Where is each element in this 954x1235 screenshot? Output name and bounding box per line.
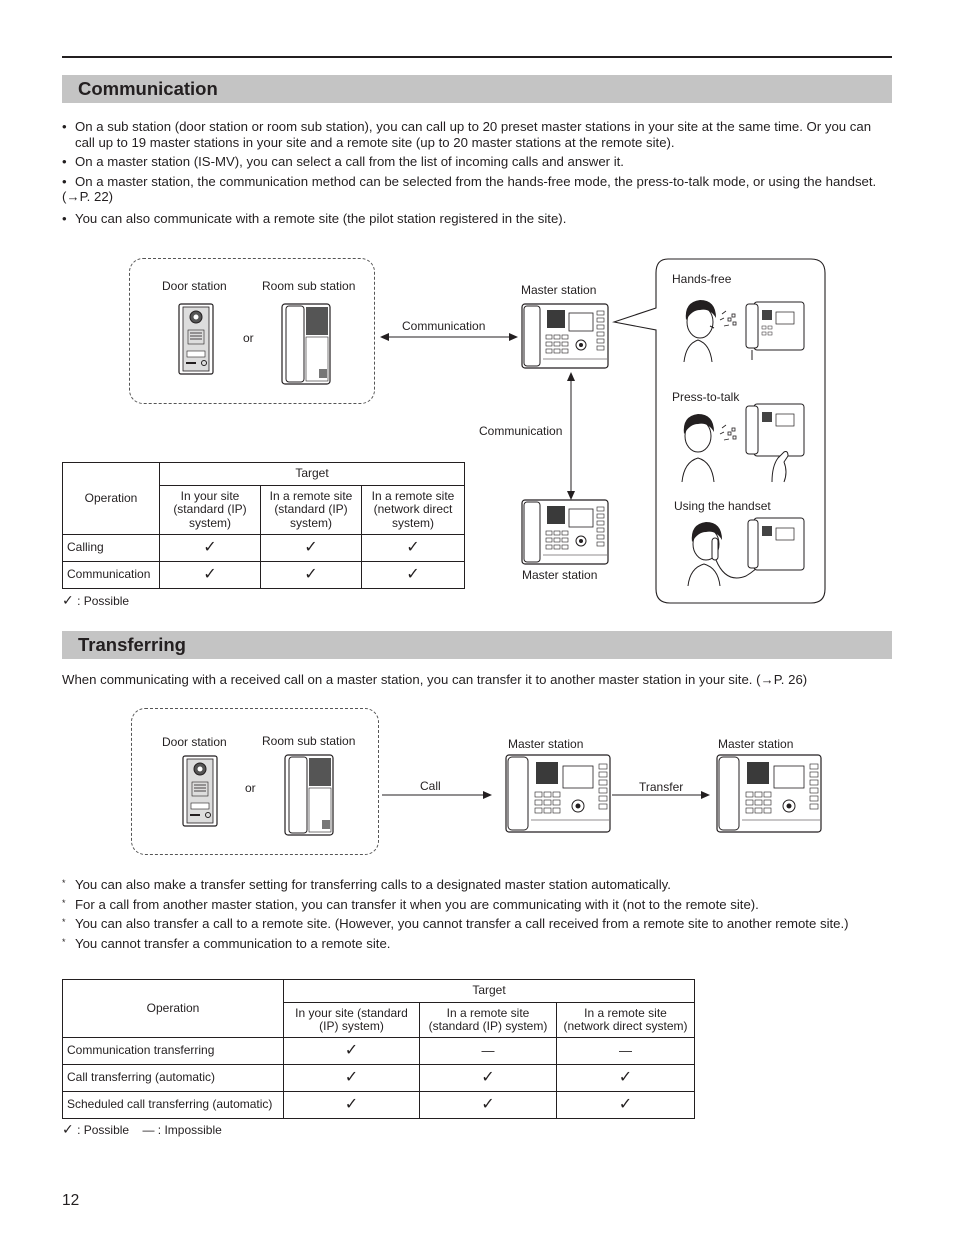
table-cell: ✓ bbox=[557, 1065, 695, 1092]
master-station-icon-top bbox=[521, 303, 609, 369]
door-station-icon bbox=[178, 303, 214, 375]
bullet-item: • On a master station (IS-MV), you can select a call from the list of incoming calls and answer it. bbox=[62, 154, 624, 170]
table-row bbox=[63, 1038, 695, 1065]
press-to-talk-label: Press-to-talk bbox=[672, 390, 740, 404]
note-item: * You cannot transfer a communication to a remote site. bbox=[62, 935, 391, 951]
target-header: Target bbox=[160, 463, 465, 486]
operation-header: Operation bbox=[63, 463, 160, 535]
hands-free-illustration bbox=[676, 292, 806, 364]
table-cell: ✓ bbox=[261, 562, 362, 589]
room-sub-station-label: Room sub station bbox=[262, 279, 356, 293]
note-item: * For a call from another master station, you can transfer it when you are communicating with it (not to the remote site). bbox=[62, 896, 759, 912]
table-cell: — bbox=[557, 1038, 695, 1065]
note-item: * You can also make a transfer setting for transferring calls to a designated master station automatically. bbox=[62, 877, 671, 892]
transferring-table bbox=[62, 979, 695, 1119]
note-item: * You can also transfer a call to a remote site. (However, you cannot transfer a call received from a remote site to another remote site.) bbox=[62, 916, 849, 932]
row-label: Call transferring (automatic) bbox=[63, 1065, 284, 1092]
column-header: In a remote site (standard (IP) system) bbox=[261, 486, 362, 535]
master-station-icon-bottom bbox=[521, 499, 609, 565]
table-row bbox=[63, 562, 465, 589]
or-label: or bbox=[243, 331, 254, 345]
row-label: Communication transferring bbox=[63, 1038, 284, 1065]
row-label: Calling bbox=[63, 535, 160, 562]
table-cell: ✓ bbox=[420, 1065, 557, 1092]
bullet-item: • You can also communicate with a remote site (the pilot station registered in the site). bbox=[62, 210, 567, 226]
transfer-notes bbox=[62, 877, 877, 955]
door-station-icon bbox=[182, 755, 218, 827]
table-row bbox=[63, 1092, 695, 1119]
column-header: In a remote site (network direct system) bbox=[557, 1003, 695, 1038]
page-reference: (→P. 22) bbox=[62, 189, 114, 205]
check-mark: ✓ bbox=[62, 1121, 74, 1137]
bullet-item: • On a master station, the communication method can be selected from the hands-free mode, the press-to-talk mode, or using the handset. bbox=[62, 173, 877, 189]
master-station-label-top: Master station bbox=[521, 283, 597, 297]
master-station-label-2: Master station bbox=[718, 737, 794, 751]
hands-free-label: Hands-free bbox=[672, 272, 732, 286]
column-header: In your site (standard (IP) system) bbox=[160, 486, 261, 535]
table-cell: ✓ bbox=[284, 1065, 420, 1092]
communication-bullets bbox=[62, 119, 877, 231]
call-label: Call bbox=[420, 779, 441, 793]
communication-table bbox=[62, 462, 465, 589]
row-label: Communication bbox=[63, 562, 160, 589]
master-station-icon-1 bbox=[505, 754, 611, 833]
table-cell: — bbox=[420, 1038, 557, 1065]
communication-label-horizontal: Communication bbox=[402, 319, 486, 333]
bullet-item: • On a sub station (door station or room sub station), you can call up to 20 preset master stations in your site at the same time. Or you can call up to 19 master stations in your site and a remote site (up to 20 master stations at the remote site). bbox=[62, 119, 872, 150]
section-header-transferring bbox=[62, 631, 892, 659]
table-cell: ✓ bbox=[362, 562, 465, 589]
section-header-communication bbox=[62, 75, 892, 103]
top-rule bbox=[62, 56, 892, 58]
legend-possible: : Possible bbox=[77, 1123, 130, 1137]
table-row bbox=[63, 535, 465, 562]
using-handset-illustration bbox=[686, 514, 806, 588]
row-label: Scheduled call transferring (automatic) bbox=[63, 1092, 284, 1119]
room-sub-station-icon bbox=[284, 754, 334, 836]
column-header: In a remote site (standard (IP) system) bbox=[420, 1003, 557, 1038]
operation-header: Operation bbox=[63, 980, 284, 1038]
master-station-icon-2 bbox=[716, 754, 822, 833]
door-station-label: Door station bbox=[162, 279, 227, 293]
master-station-label-bottom: Master station bbox=[522, 568, 598, 582]
check-mark: ✓ bbox=[62, 592, 74, 608]
table-cell: ✓ bbox=[160, 562, 261, 589]
transferring-legend bbox=[62, 1121, 222, 1138]
target-header: Target bbox=[284, 980, 695, 1003]
communication-arrow-vertical bbox=[564, 372, 578, 500]
communication-label-vertical: Communication bbox=[479, 424, 563, 438]
door-station-label: Door station bbox=[162, 735, 227, 749]
transferring-intro: When communicating with a received call on a master station, you can transfer it to another master station in your site. (→P. 26) bbox=[62, 672, 808, 687]
master-station-label-1: Master station bbox=[508, 737, 584, 751]
section-title: Transferring bbox=[78, 634, 186, 655]
column-header: In your site (standard (IP) system) bbox=[284, 1003, 420, 1038]
dash-mark: — bbox=[142, 1123, 155, 1137]
table-cell: ✓ bbox=[160, 535, 261, 562]
transfer-label: Transfer bbox=[639, 780, 684, 794]
press-to-talk-illustration bbox=[676, 402, 806, 484]
table-cell: ✓ bbox=[284, 1092, 420, 1119]
legend-impossible: : Impossible bbox=[157, 1123, 222, 1137]
table-cell: ✓ bbox=[284, 1038, 420, 1065]
column-header: In a remote site (network direct system) bbox=[362, 486, 465, 535]
communication-legend bbox=[62, 592, 129, 609]
table-cell: ✓ bbox=[420, 1092, 557, 1119]
or-label: or bbox=[245, 781, 256, 795]
section-title: Communication bbox=[78, 78, 218, 99]
page-number: 12 bbox=[62, 1192, 80, 1209]
table-row bbox=[63, 1065, 695, 1092]
table-cell: ✓ bbox=[557, 1092, 695, 1119]
legend-text: : Possible bbox=[77, 594, 130, 608]
table-cell: ✓ bbox=[362, 535, 465, 562]
room-sub-station-icon bbox=[281, 303, 331, 385]
using-handset-label: Using the handset bbox=[674, 499, 771, 513]
room-sub-station-label: Room sub station bbox=[262, 734, 356, 748]
table-cell: ✓ bbox=[261, 535, 362, 562]
